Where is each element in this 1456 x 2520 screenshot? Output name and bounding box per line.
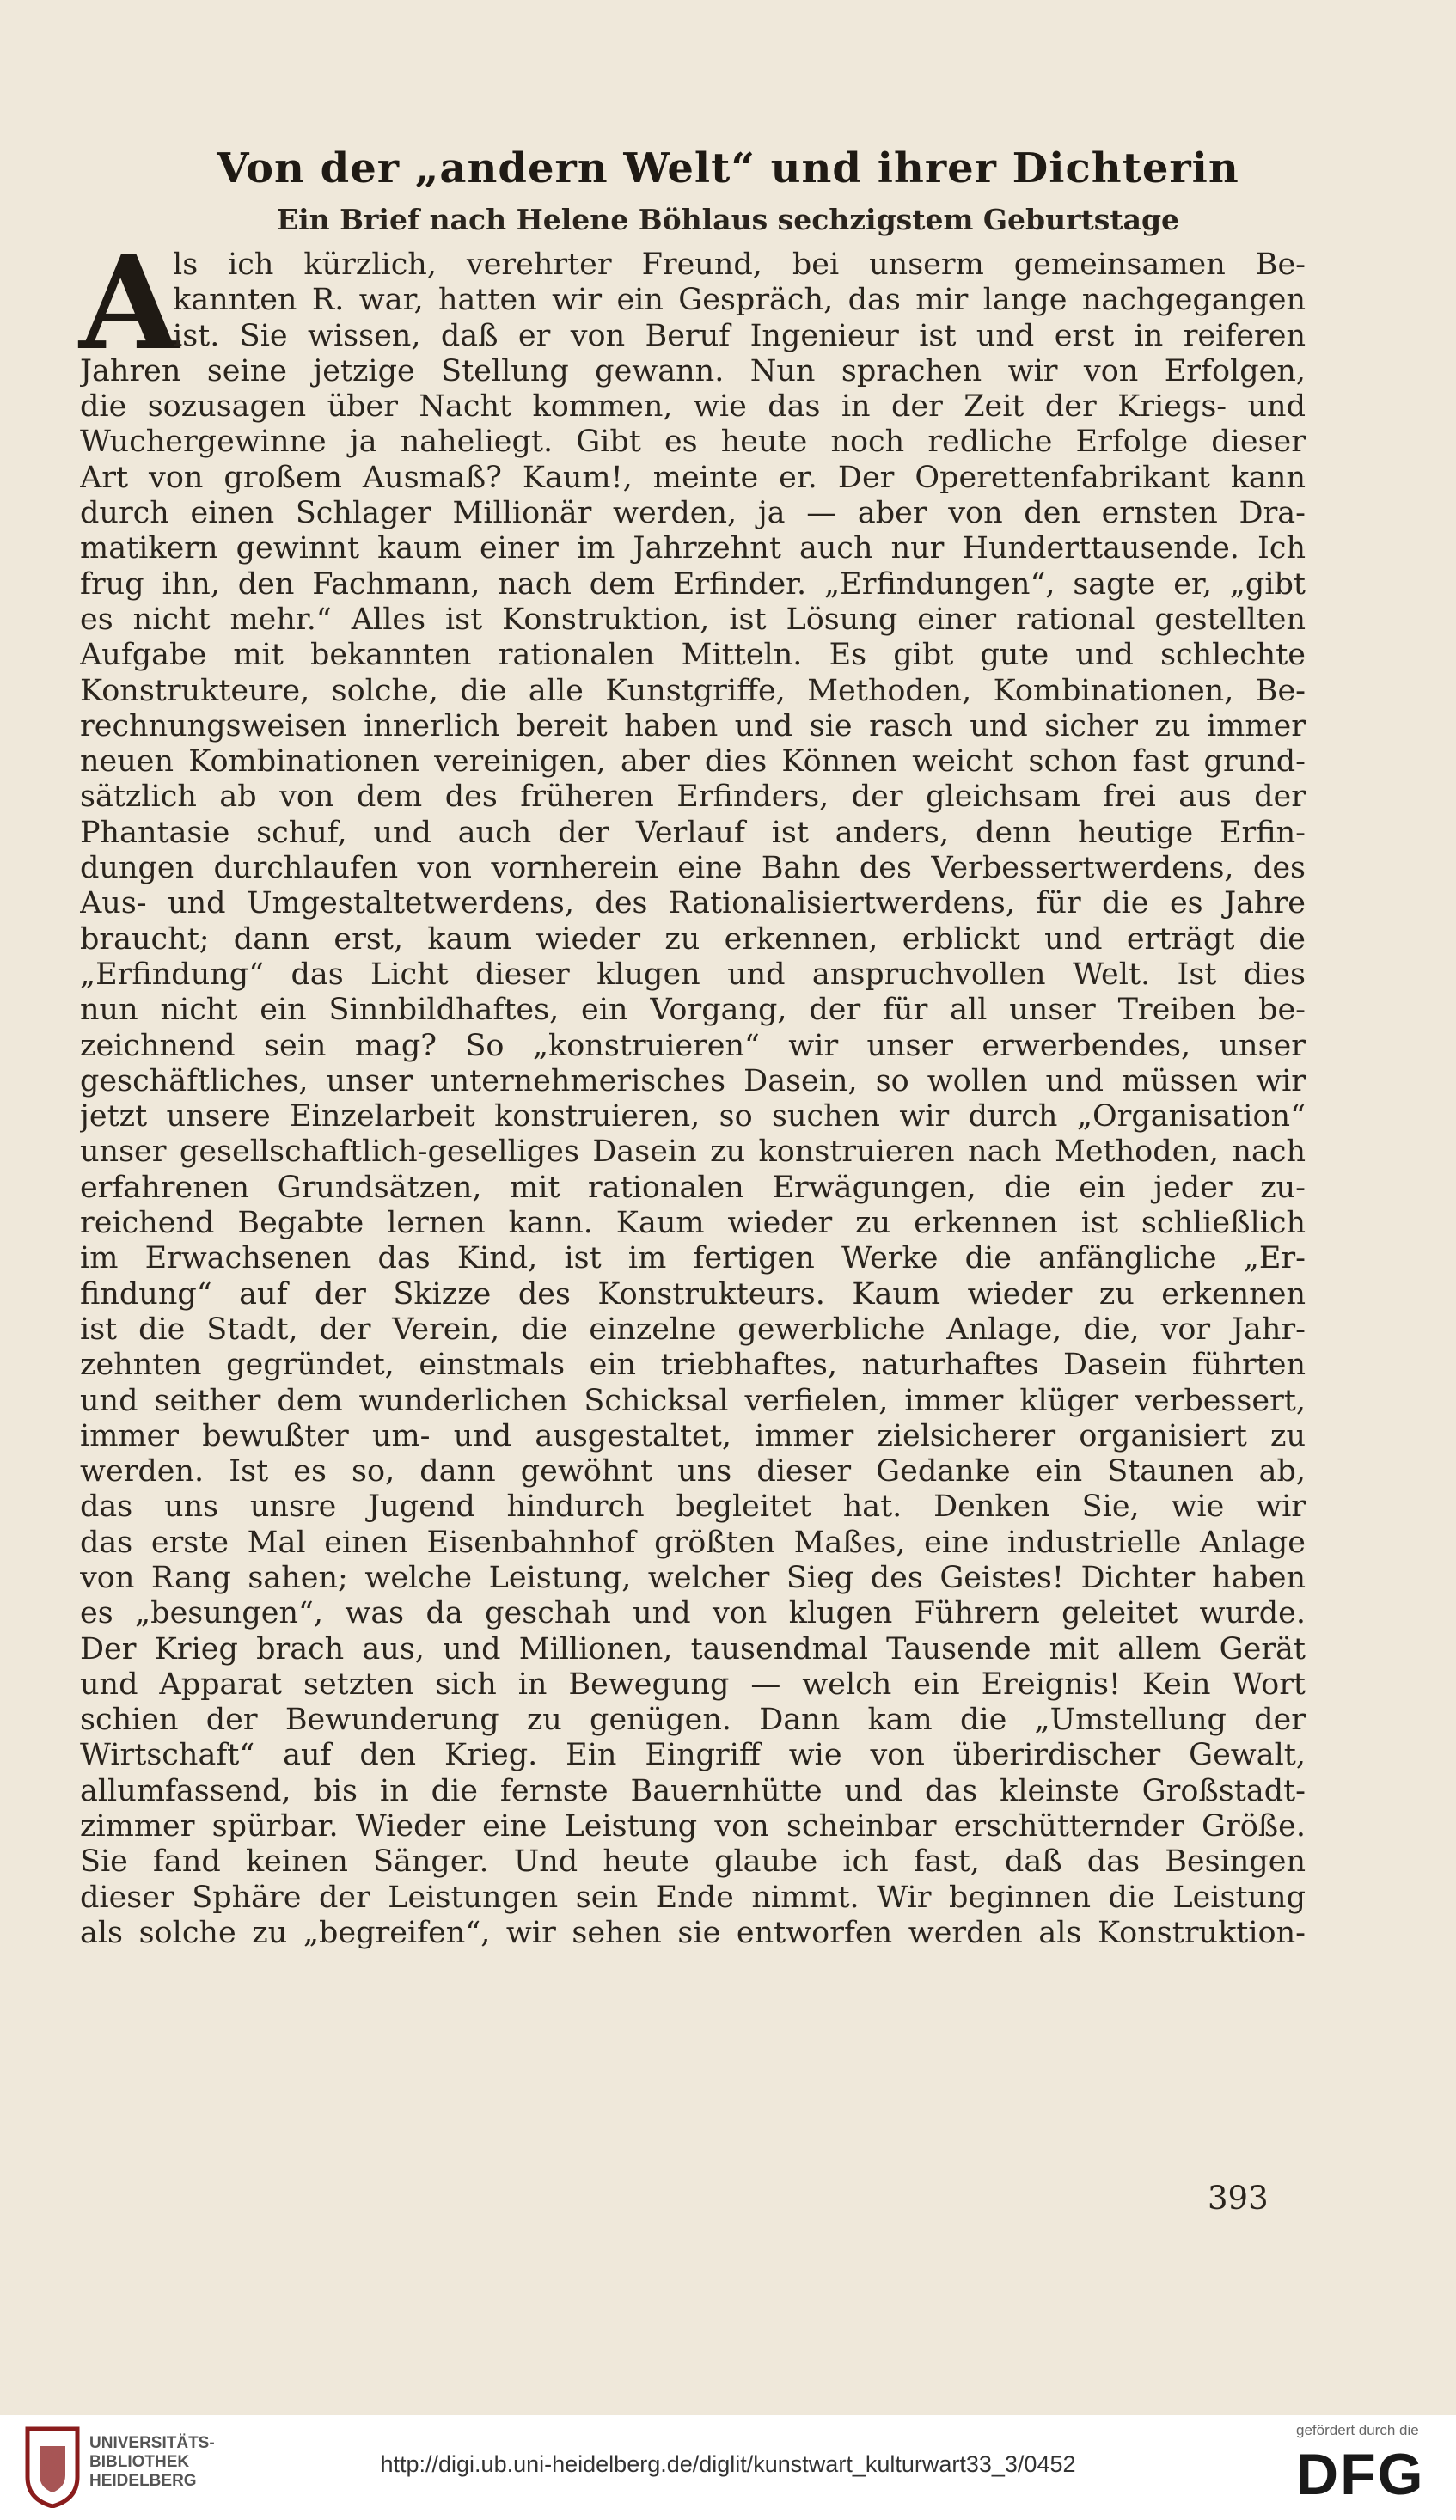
- text-line: als solche zu „begreifen“, wir sehen sie entworfen werden als Konstruktion-: [80, 1915, 1306, 1950]
- text-line: braucht; dann erst, kaum wieder zu erkennen, erblickt und erträgt die: [80, 921, 1306, 957]
- text-line: Sie fand keinen Sänger. Und heute glaube ich fast, daß das Besingen: [80, 1844, 1306, 1880]
- text-line: zimmer spürbar. Wieder eine Leistung von scheinbar erschütternder Größe.: [80, 1809, 1306, 1844]
- text-line: es „besungen“, was da geschah und von klugen Führern geleitet wurde.: [80, 1596, 1306, 1631]
- text-line: Art von großem Ausmaß? Kaum!, meinte er. Der Operettenfabrikant kann: [80, 460, 1306, 495]
- text-line: rechnungsweisen innerlich bereit haben und sie rasch und sicher zu immer: [80, 708, 1306, 743]
- text-line: Wuchergewinne ja naheliegt. Gibt es heute noch redliche Erfolge dieser: [80, 425, 1306, 460]
- article-body: [80, 248, 1306, 1951]
- text-line: und seither dem wunderlichen Schicksal verfielen, immer klüger verbessert,: [80, 1383, 1306, 1418]
- text-line: das uns unsre Jugend hindurch begleitet hat. Denken Sie, wie wir: [80, 1489, 1306, 1525]
- source-url-link[interactable]: http://digi.ub.uni-heidelberg.de/diglit/kunstwart_kulturwart33_3/0452: [380, 2451, 1076, 2477]
- text-line: dungen durchlaufen von vornherein eine Bahn des Verbessertwerdens, des: [80, 851, 1306, 886]
- text-line: werden. Ist es so, dann gewöhnt uns dieser Gedanke ein Staunen ab,: [80, 1454, 1306, 1489]
- text-line: unser gesellschaftlich-geselliges Dasein zu konstruieren nach Methoden, nach: [80, 1135, 1306, 1170]
- text-line: „Erfindung“ das Licht dieser klugen und anspruchvollen Welt. Ist dies: [80, 957, 1306, 992]
- text-line: Aufgabe mit bekannten rationalen Mitteln. Es gibt gute und schlechte: [80, 638, 1306, 673]
- text-line: kannten R. war, hatten wir ein Gespräch, das mir lange nachgegangen: [173, 283, 1306, 318]
- text-line: Konstrukteure, solche, die alle Kunstgriffe, Methoden, Kombinationen, Be-: [80, 673, 1306, 708]
- text-line: jetzt unsere Einzelarbeit konstruieren, so suchen wir durch „Organisation“: [80, 1099, 1306, 1135]
- text-line: nun nicht ein Sinnbildhaftes, ein Vorgang, der für all unser Treiben be-: [80, 993, 1306, 1028]
- funded-by-label: gefördert durch die: [1296, 2422, 1419, 2438]
- dfg-logo: DFG: [1296, 2442, 1425, 2507]
- text-line: neuen Kombinationen vereinigen, aber dies Können weicht schon fast grund-: [80, 744, 1306, 780]
- text-line: und Apparat setzten sich in Bewegung — welch ein Ereignis! Kein Wort: [80, 1667, 1306, 1702]
- text-line: schien der Bewunderung zu genügen. Dann kam die „Umstellung der: [80, 1703, 1306, 1738]
- text-line: das erste Mal einen Eisenbahnhof größten Maßes, eine industrielle Anlage: [80, 1525, 1306, 1560]
- article-title: Von der „andern Welt“ und ihrer Dichterin: [217, 144, 1239, 193]
- text-line: ist die Stadt, der Verein, die einzelne gewerbliche Anlage, die, vor Jahr-: [80, 1312, 1306, 1347]
- text-line: im Erwachsenen das Kind, ist im fertigen Werke die anfängliche „Er-: [80, 1241, 1306, 1276]
- text-line: frug ihn, den Fachmann, nach dem Erfinder. „Erfindungen“, sagte er, „gibt: [80, 566, 1306, 602]
- text-line: durch einen Schlager Millionär werden, ja — aber von den ernsten Dra-: [80, 496, 1306, 531]
- text-line: Der Krieg brach aus, und Millionen, tausendmal Tausende mit allem Gerät: [80, 1631, 1306, 1667]
- text-line: von Rang sahen; welche Leistung, welcher Sieg des Geistes! Dichter haben: [80, 1560, 1306, 1595]
- text-line: geschäftliches, unser unternehmerisches Dasein, so wollen und müssen wir: [80, 1063, 1306, 1098]
- page-number: 393: [1208, 2180, 1269, 2217]
- text-line: es nicht mehr.“ Alles ist Konstruktion, ist Lösung einer rational gestellten: [80, 602, 1306, 637]
- text-line: dieser Sphäre der Leistungen sein Ende nimmt. Wir beginnen die Leistung: [80, 1880, 1306, 1915]
- text-line: Aus- und Umgestaltetwerdens, des Rationalisiertwerdens, für die es Jahre: [80, 886, 1306, 921]
- text-line: ist. Sie wissen, daß er von Beruf Ingenieur ist und erst in reiferen: [173, 318, 1306, 353]
- text-line: findung“ auf der Skizze des Konstrukteurs. Kaum wieder zu erkennen: [80, 1276, 1306, 1312]
- library-name-line: BIBLIOTHEK: [89, 2453, 190, 2471]
- text-line: zehnten gegründet, einstmals ein triebhaftes, naturhaftes Dasein führten: [80, 1348, 1306, 1383]
- text-line: Phantasie schuf, und auch der Verlauf ist anders, denn heutige Erfin-: [80, 815, 1306, 850]
- text-line: matikern gewinnt kaum einer im Jahrzehnt auch nur Hunderttausende. Ich: [80, 531, 1306, 566]
- article-subtitle: Ein Brief nach Helene Böhlaus sechzigstem Geburtstage: [276, 203, 1180, 236]
- text-line: erfahrenen Grundsätzen, mit rationalen Erwägungen, die ein jeder zu-: [80, 1170, 1306, 1205]
- library-name-line: UNIVERSITÄTS-: [89, 2434, 215, 2452]
- text-line: allumfassend, bis in die fernste Bauernhütte und das kleinste Großstadt-: [80, 1773, 1306, 1808]
- library-name-line: HEIDELBERG: [89, 2472, 197, 2490]
- text-line: zeichnend sein mag? So „konstruieren“ wir unser erwerbendes, unser: [80, 1028, 1306, 1063]
- text-line: immer bewußter um- und ausgestaltet, immer zielsicherer organisiert zu: [80, 1418, 1306, 1453]
- drop-cap: A: [79, 228, 180, 379]
- text-line: Jahren seine jetzige Stellung gewann. Nun sprachen wir von Erfolgen,: [80, 353, 1306, 388]
- text-line: die sozusagen über Nacht kommen, wie das in der Zeit der Kriegs- und: [80, 389, 1306, 425]
- text-line: ls ich kürzlich, verehrter Freund, bei unserm gemeinsamen Be-: [173, 248, 1306, 282]
- text-line: Wirtschaft“ auf den Krieg. Ein Eingriff wie von überirdischer Gewalt,: [80, 1738, 1306, 1773]
- text-line: reichend Begabte lernen kann. Kaum wieder zu erkennen ist schließlich: [80, 1206, 1306, 1241]
- text-line: sätzlich ab von dem des früheren Erfinders, der gleichsam frei aus der: [80, 780, 1306, 815]
